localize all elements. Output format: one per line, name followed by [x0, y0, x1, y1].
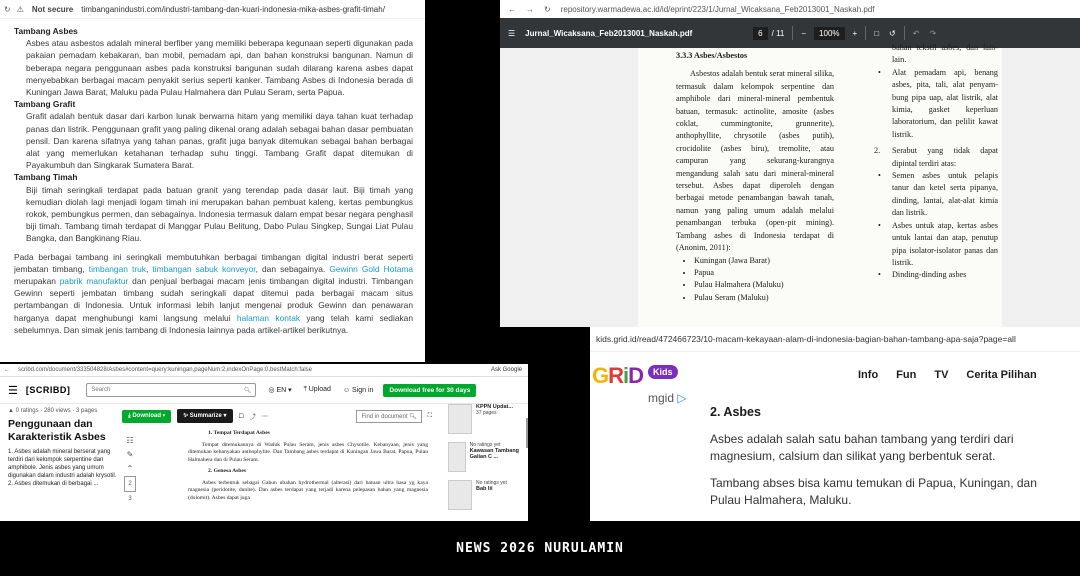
doc-thumbnail	[448, 404, 472, 434]
document-info	[0, 404, 118, 488]
related-meta: No ratings yet	[476, 480, 507, 486]
text-span: merupakan	[14, 276, 60, 287]
pdf-paragraph: Asbestos adalah bentuk serat mineral silika, termasuk dalam kelompok serpentine dan amphibole dari mineral-mineral pembentuk batuan, termasuk: actinolite, amosite (asbes coklat, cummingtonite, grunnerite), anthophyllite, chrysotile (asbes putih), crocidolite (asbes biru), tremolite, atau campuran yang sekurang-kurangnya mengandung salah satu dari mineral-mineral tersebut. Asbes dapat diperoleh dengan berbagai metode penambangan bawah tanah, namun yang paling umum adalah melalui penambangan terbuka (open-pit mining). Tambang asbes di Indonesia terdapat di (Anonim, 2011):	[676, 69, 834, 253]
browser-chrome	[500, 0, 1080, 18]
summarize-label: Summarize	[189, 413, 222, 419]
pdf-page	[638, 43, 1002, 327]
upload-button[interactable]	[304, 386, 331, 394]
back-icon[interactable]: ←	[508, 4, 516, 14]
fullscreen-icon[interactable]: ⛶	[427, 412, 432, 419]
item-text: Serabut yang tidak dapat dipintal terdiri atas:	[892, 146, 998, 168]
page-input[interactable]: 6	[753, 27, 767, 40]
find-placeholder: Find in document	[361, 413, 408, 420]
signin-button[interactable]	[343, 387, 374, 394]
search-input[interactable]	[86, 383, 256, 397]
zoom-out-icon[interactable]: −	[801, 28, 807, 38]
more-icon[interactable]: ⋯	[261, 413, 268, 420]
related-title: Kawasan Tambang Galian C ...	[469, 448, 520, 460]
list-item: • Papua	[694, 267, 834, 279]
pdf-bullet	[874, 170, 998, 220]
up-icon[interactable]: ⌃	[126, 464, 134, 473]
article-body	[0, 19, 425, 336]
article-heading: 2. Asbes	[710, 405, 761, 419]
section-paragraph: Grafit adalah bentuk dasar dari karbon lunak berwarna hitam yang memiliki daya tahan kuat terhadap panas dan listrik. Penggunaan grafit yang paling dikenal orang adalah sebagai bahan dasar pembuatan pensil. Dan karena sifatnya yang tahan panas, grafit juga banyak ditemukan sebagai bahan berbagai alat yang memerlukan ketahanan terhadap suhu tinggi. Tambang Grafit dapat ditemukan di Payakumbuh dan Singkarak Sumatera Barat.	[26, 111, 413, 171]
reload-icon[interactable]: ↻	[544, 4, 551, 14]
stats-text: 0 ratings · 280 views · 3 pages	[15, 408, 98, 414]
section-asbes	[14, 25, 413, 98]
divider	[865, 26, 866, 40]
warning-icon: ⚠	[16, 4, 24, 14]
related-meta: No ratings yet	[469, 442, 501, 448]
side-tools	[124, 434, 136, 506]
pdf-bullet	[874, 220, 998, 270]
not-secure-label: Not secure	[31, 4, 74, 14]
divider	[904, 26, 905, 40]
ask-google-button[interactable]: Ask Google	[490, 367, 522, 373]
mgid-text: mgid	[648, 391, 675, 405]
rotate-icon[interactable]: ↺	[889, 28, 896, 38]
bullet-text: Alat pemadam api, benang asbes, pita, tali, alat penyam-bung pipa uap, alat listrik, alat kimia, gasket keperluan laboratorium, dan pelilit kawat listrik.	[892, 67, 998, 139]
article-paragraph: Asbes adalah salah satu bahan tambang yang terdiri dari magnesium, calsium dan silikat yang berbentuk serat.	[710, 432, 1014, 463]
section-paragraph: Asbes atau asbestos adalah mineral berfiber yang memiliki beberapa kegunaan seperti digunakan pada pakaian pemadam kebakaran, ban mobil, pemadam api, dan bahan konstruksi bangunan. Namun di beberapa negara penggunaan asbes pada konstruksi bangunan sudah dilarang karena asbes dapat menyebabkan berbagai macam penyakit serius seperti kanker. Tambang Asbes di Indonesia berada di Kuningan Jawa Barat, Maluku pada Pulau Halmahera dan Pulau Seram, serta Papua.	[26, 38, 413, 98]
doc-heading: 2. Genesa Asbes	[208, 468, 247, 474]
list-item: • Pulau Seram (Maluku)	[694, 292, 834, 304]
menu-item-cerita-pilihan[interactable]: Cerita Pilihan	[966, 369, 1037, 381]
bullet-text: Semen asbes untuk pelapis tanur dan ketel serta pipanya, dinding, lantai, alat-alat kimia dan listrik.	[892, 171, 998, 218]
bullet-icon: •	[878, 220, 881, 230]
document-stats	[8, 408, 118, 414]
document-page	[188, 430, 428, 521]
scribd-nav	[0, 377, 528, 404]
menu-item-info[interactable]: Info	[858, 369, 879, 381]
pdf-paragraph: bahan tekstil asbes, dan lain-lain.	[892, 43, 998, 65]
gridkids-window	[590, 327, 1080, 521]
upload-label: Upload	[308, 386, 331, 393]
footer-banner	[0, 521, 1080, 576]
section-timah	[14, 171, 413, 244]
text-span: dan penjual berbagai macam jenis timbangan digital industri. Timbangan Gewinn seperti jembatan timbang sudah seringkali dapat ditemui pada berbagai macam situs pertambangan di Indonesia. Untuk informasi lebih lanjut mengenai produk Gewinn dan penawaran harganya dapat menghubungi kami langsung melalui	[14, 276, 413, 323]
scribd-logo[interactable]: [SCRIBD]	[25, 385, 71, 395]
pdf-viewer-window	[500, 0, 1080, 327]
reload-icon[interactable]: ↻	[4, 4, 11, 14]
scribd-window	[0, 364, 528, 521]
user-icon: ☺	[342, 386, 351, 394]
document-description: 1. Asbes adalah mineral berserat yang terdiri dari kelompok serpentine dan amphibole. Jenis asbes yang umum digunakan dalam industri adalah krysotil. 2. Asbes ditemukan di berbagai ...	[8, 449, 117, 487]
article-content	[710, 405, 1070, 519]
page-number[interactable]: 3	[128, 496, 132, 502]
redo-icon[interactable]: ↷	[929, 28, 937, 38]
language-selector[interactable]: ◎ EN ▾	[268, 387, 292, 394]
related-item[interactable]	[448, 442, 526, 472]
logo-letter: D	[628, 363, 644, 388]
pdf-column-left	[676, 50, 834, 304]
translate-icon[interactable]: ☷	[126, 436, 134, 445]
address-bar[interactable]	[0, 0, 425, 19]
search-icon[interactable]: 🔍︎	[243, 387, 252, 394]
section-heading: Tambang Timah	[14, 172, 78, 183]
menu-item-fun[interactable]: Fun	[896, 369, 917, 381]
list-item: • Pulau Halmahera (Maluku)	[694, 279, 834, 291]
summarize-button[interactable]: ✨︎ Summarize ▾	[177, 409, 232, 423]
upload-icon: ⤒	[303, 386, 307, 393]
link-halaman-kontak[interactable]: halaman kontak	[236, 312, 301, 323]
pdf-column-right	[874, 42, 998, 282]
section-grafit	[14, 98, 413, 171]
fit-page-icon[interactable]: □	[874, 28, 880, 38]
grid-kids-logo[interactable]	[592, 363, 643, 389]
pdf-location-list	[676, 255, 834, 305]
url-text[interactable]: timbanganindustri.com/industri-tambang-dan-kuari-indonesia-mika-asbes-grafit-timah/	[81, 4, 385, 14]
zoom-level[interactable]: 100%	[814, 27, 844, 40]
download-free-button[interactable]: Download free for 30 days	[383, 384, 476, 397]
logo-letter: G	[592, 363, 609, 388]
list-item: • Kuningan (Jawa Barat)	[694, 255, 834, 267]
text-span: ,	[145, 263, 153, 274]
bullet-text: Dinding-dinding asbes	[892, 270, 967, 280]
forward-icon[interactable]: →	[526, 4, 534, 14]
thumbs-up-icon: ▲	[8, 408, 14, 414]
section-heading: Tambang Asbes	[14, 26, 78, 36]
menu-item-tv[interactable]: TV	[934, 369, 949, 381]
related-documents	[448, 404, 526, 518]
undo-icon[interactable]: ↶	[912, 28, 920, 38]
signin-label: Sign in	[352, 386, 374, 394]
text-span: , dan sebagainya.	[255, 263, 330, 274]
page-total: / 11	[771, 28, 785, 38]
browser-chrome	[0, 364, 528, 377]
closing-paragraph	[14, 251, 413, 336]
article-window-timbangan	[0, 0, 425, 362]
doc-paragraph: Asbes terbentuk sebagai Gabun ubahan hydrothermal (alterasi) dari batuan ultra basa yg kaya magnesia (peridotite, dunite). Dan asbes terdapat yang terjadi karena pelepasan bahan yang magnesia (dolomit). Asbes dapat juga	[188, 479, 428, 501]
back-icon[interactable]: ←	[4, 367, 10, 373]
download-button[interactable]: ⤓ Download ▾	[122, 410, 171, 423]
globe-icon: ◎	[268, 387, 275, 394]
related-title: Bab Iii	[476, 486, 493, 492]
text-span: yang telah kami sediakan sebelumnya. Dan simak jenis tambang di Indonesia lainnya pada artikel-artikel berikutnya.	[14, 312, 413, 335]
related-item[interactable]	[448, 480, 526, 510]
text-span: Pada berbagai tambang ini seringkali membutuhkan berbagai timbangan digital industri berat seperti jembatan timbang,	[14, 251, 413, 274]
bullet-icon: •	[878, 67, 881, 77]
share-icon[interactable]: ⤴	[249, 414, 256, 421]
address-bar[interactable]	[590, 327, 1080, 352]
language-label: EN	[276, 387, 287, 394]
doc-thumbnail	[448, 480, 472, 510]
mgid-logo[interactable]	[648, 391, 687, 405]
hamburger-icon[interactable]: ☰	[508, 28, 516, 38]
bullet-icon: •	[878, 171, 881, 181]
download-label: Download	[132, 412, 161, 419]
pdf-section-heading: 3.3.3 Asbes/Asbestos	[676, 51, 748, 60]
bullet-text: Asbes untuk atap, kertas asbes untuk lantai dan atap, penutup pipa isolator-isolator panas dan listrik.	[892, 220, 998, 267]
logo-letter: i	[623, 363, 629, 388]
related-meta: 37 pages	[476, 410, 497, 416]
divider	[792, 26, 793, 40]
doc-paragraph: Tempat ditemukannya di Waduk Pulau Seram, jenis asbes Chysotile. Kebanyaan, jenis yang ditemukan kebanyakan anthophylite. Dan Tambang asbes terdapat di Kuningan Jawa Barat, Papua, Pulau Halmahera dan di Pulau Seram.	[188, 441, 428, 463]
pdf-file-title: Jurnal_Wicaksana_Feb2013001_Naskah.pdf	[525, 28, 693, 38]
url-text[interactable]: repository.warmadewa.ac.id/id/eprint/223/1/Jurnal_Wicaksana_Feb2013001_Naskah.pdf	[560, 4, 875, 14]
play-icon: ▷	[677, 391, 687, 405]
link-gewinn[interactable]: Gewinn Gold Hotama	[329, 263, 413, 274]
url-text[interactable]: kids.grid.id/read/472466723/10-macam-kekayaan-alam-di-indonesia-bagian-bahan-tambang-apa-saja?page=all	[596, 334, 1016, 344]
doc-thumbnail	[448, 442, 466, 472]
page-number[interactable]: 2	[124, 476, 136, 492]
find-in-document-input[interactable]: Find in document 🔍︎	[356, 410, 421, 423]
highlight-icon[interactable]: ✎	[126, 450, 134, 459]
bullet-icon: •	[878, 270, 881, 280]
scrollbar[interactable]	[526, 418, 528, 448]
document-toolbar	[122, 408, 432, 424]
kids-badge: Kids	[648, 365, 678, 379]
doc-heading: 1. Tempat Terdapat Asbes	[208, 430, 270, 436]
section-paragraph: Biji timah seringkali terdapat pada batuan granit yang terendap pada dasar laut. Biji timah yang kemudian diolah lagi menjadi logam timah ini merupakan bahan pembuat kaleng, kertas pembungkus rokok, pembungkus permen, dan sebagainya. Indonesia termasuk dalam empat besar negara penghasil biji timah. Tambang timah terdapat di Manggar Pulau Belitung, Dabo Pulau Singkep, Sungai Liat Pulau Bangka, dan Bangkinang Riau.	[26, 184, 413, 244]
bookmark-icon[interactable]: ☐	[238, 413, 244, 420]
menu-icon[interactable]: ☰	[8, 384, 18, 397]
item-number: 2.	[874, 146, 881, 156]
link-pabrik[interactable]: pabrik manufaktur	[59, 276, 129, 287]
footer-caption: NEWS 2026 NURULAMIN	[456, 541, 624, 556]
pdf-bullet	[874, 269, 998, 281]
section-heading: Tambang Grafit	[14, 99, 76, 110]
zoom-in-icon[interactable]: +	[852, 28, 858, 38]
site-header	[590, 359, 1080, 405]
related-item[interactable]	[448, 404, 526, 434]
pdf-bullet	[874, 67, 998, 141]
search-placeholder: Search	[91, 387, 111, 393]
link-timbangan-sabuk[interactable]: timbangan sabuk konveyor	[152, 263, 256, 274]
article-paragraph: Tambang abses bisa kamu temukan di Papua, Kuningan, dan Pulau Halmahera, Maluku.	[710, 476, 1037, 507]
pdf-numbered-item	[874, 145, 998, 170]
site-menu	[858, 369, 1037, 381]
document-title: Penggunaan dan Karakteristik Asbes	[8, 418, 106, 443]
link-timbangan-truk[interactable]: timbangan truk	[88, 263, 146, 274]
related-title: KPPN Updat...	[476, 404, 513, 410]
logo-letter: R	[608, 363, 624, 388]
url-text[interactable]: scribd.com/document/333504828/Asbes#content=query:kuningan,pageNum:2,indexOnPage:0,bestMatch:false	[18, 367, 313, 373]
